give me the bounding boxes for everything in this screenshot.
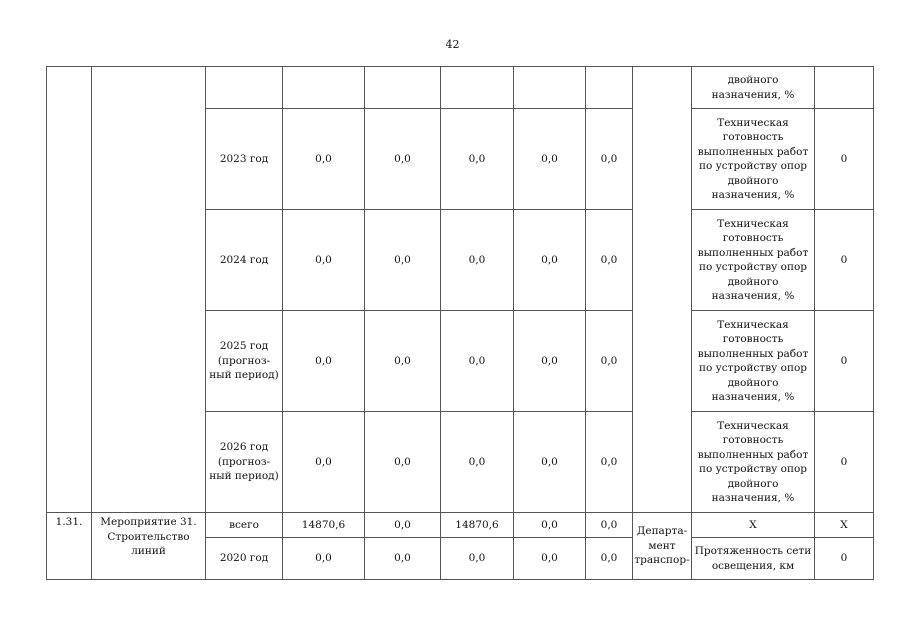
cell-blank-num (47, 67, 92, 513)
value-cell: 14870,6 (283, 513, 365, 538)
value-cell: 0,0 (586, 109, 633, 210)
value-cell: 0,0 (514, 210, 586, 311)
value-cell: 0,0 (586, 538, 633, 580)
executor-cell: Департа-мент транспор- (633, 513, 692, 580)
value-cell: 0,0 (441, 311, 514, 412)
target-cell: 0 (815, 210, 874, 311)
value-cell: 0,0 (514, 538, 586, 580)
value-cell: 0,0 (365, 538, 441, 580)
cell-blank (283, 67, 365, 109)
target-cell: 0 (815, 311, 874, 412)
cell-blank (815, 67, 874, 109)
cell-blank (441, 67, 514, 109)
value-cell: 0,0 (365, 311, 441, 412)
year-cell: 2024 год (206, 210, 283, 311)
cell-blank-executor (633, 67, 692, 513)
value-cell: 0,0 (586, 412, 633, 513)
value-cell: 0,0 (283, 412, 365, 513)
value-cell: 0,0 (365, 412, 441, 513)
value-cell: 0,0 (441, 109, 514, 210)
table-row (47, 513, 874, 538)
section-name: Мероприятие 31. Строительство линий (92, 513, 206, 580)
year-cell: 2026 год (прогноз-ный период) (206, 412, 283, 513)
program-table (46, 66, 874, 580)
value-cell: 0,0 (365, 210, 441, 311)
cell-blank (206, 67, 283, 109)
target-cell: 0 (815, 412, 874, 513)
target-cell: Х (815, 513, 874, 538)
indicator-cell: Техническая готовность выполненных работ по устройству опор двойного назначения, % (692, 412, 815, 513)
value-cell: 0,0 (586, 210, 633, 311)
value-cell: 0,0 (441, 538, 514, 580)
value-cell: 0,0 (441, 412, 514, 513)
value-cell: 0,0 (586, 513, 633, 538)
target-cell: 0 (815, 538, 874, 580)
indicator-cell: Техническая готовность выполненных работ по устройству опор двойного назначения, % (692, 311, 815, 412)
value-cell: 0,0 (514, 513, 586, 538)
year-cell: 2023 год (206, 109, 283, 210)
cell-blank (586, 67, 633, 109)
value-cell: 0,0 (283, 109, 365, 210)
value-cell: 0,0 (365, 109, 441, 210)
value-cell: 0,0 (283, 311, 365, 412)
cell-blank (514, 67, 586, 109)
page-number: 42 (445, 38, 460, 51)
indicator-cell: Х (692, 513, 815, 538)
cell-blank (365, 67, 441, 109)
section-number: 1.31. (47, 513, 92, 580)
value-cell: 0,0 (586, 311, 633, 412)
value-cell: 0,0 (514, 311, 586, 412)
year-cell: 2020 год (206, 538, 283, 580)
value-cell: 0,0 (283, 210, 365, 311)
target-cell: 0 (815, 109, 874, 210)
value-cell: 0,0 (514, 109, 586, 210)
value-cell: 14870,6 (441, 513, 514, 538)
indicator-cell: Протяженность сети освещения, км (692, 538, 815, 580)
value-cell: 0,0 (365, 513, 441, 538)
table-row (47, 67, 874, 109)
value-cell: 0,0 (441, 210, 514, 311)
indicator-cell: Техническая готовность выполненных работ по устройству опор двойного назначения, % (692, 210, 815, 311)
cell-blank-name (92, 67, 206, 513)
value-cell: 0,0 (283, 538, 365, 580)
value-cell: 0,0 (514, 412, 586, 513)
year-cell: всего (206, 513, 283, 538)
year-cell: 2025 год (прогноз-ный период) (206, 311, 283, 412)
indicator-cell: двойного назначения, % (692, 67, 815, 109)
indicator-cell: Техническая готовность выполненных работ по устройству опор двойного назначения, % (692, 109, 815, 210)
